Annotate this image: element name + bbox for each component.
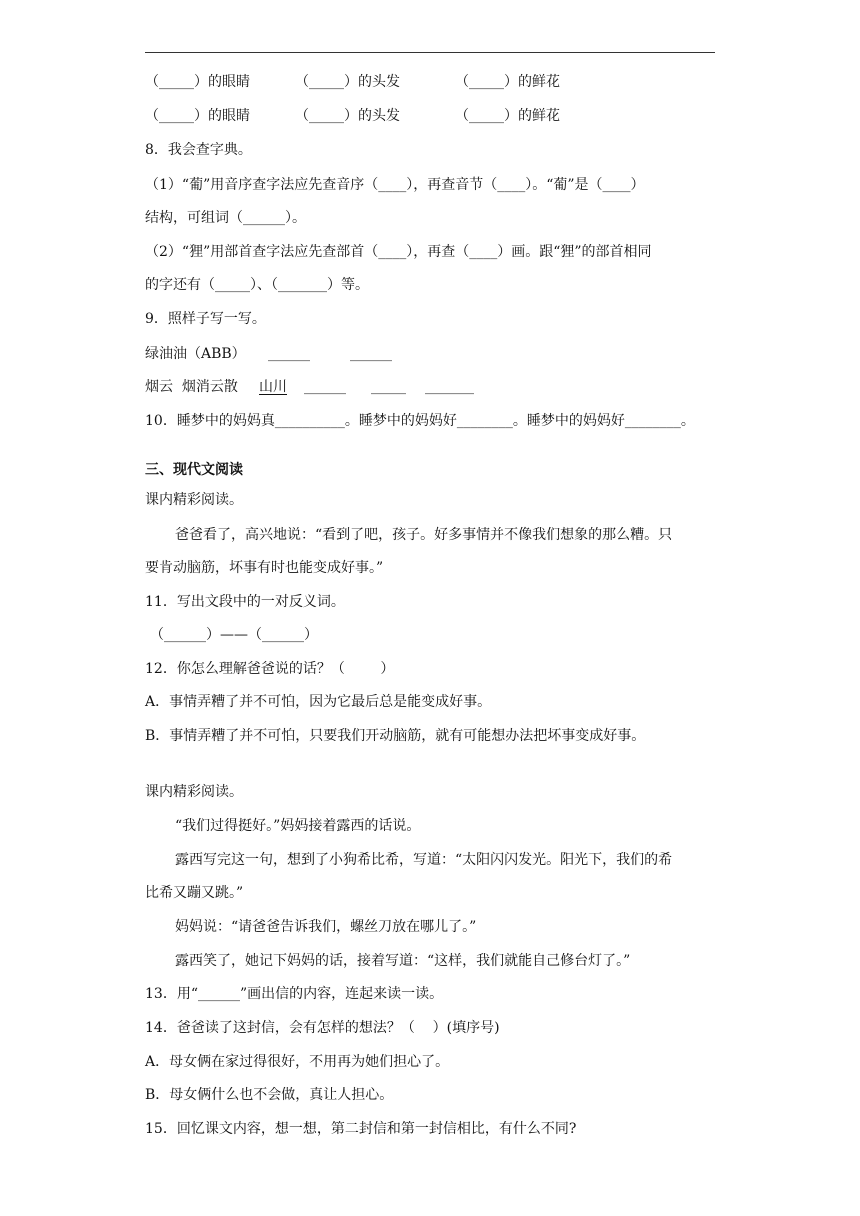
- q8-line-1: （1）“葡”用音序查字法应先查音序（____），再查音节（____）。“葡”是（____）: [145, 177, 645, 193]
- q11: 11．写出文段中的一对反义词。: [145, 594, 345, 610]
- q10: 10．睡梦中的妈妈真__________。睡梦中的妈妈好________。睡梦中的妈妈好________。: [145, 413, 695, 429]
- passage-2-line-2: 露西写完这一句，想到了小狗希比希，写道：“太阳闪闪发光。阳光下，我们的希: [175, 852, 673, 868]
- q7-row-2-col-2: （_____）的头发: [295, 108, 400, 124]
- q9-idiom-blank-3: _______: [425, 379, 474, 395]
- q11-blanks: （______）——（______）: [150, 627, 318, 643]
- q15: 15．回忆课文内容，想一想，第二封信和第一封信相比，有什么不同?: [145, 1121, 577, 1137]
- q12-option-a: A．事情弄糟了并不可怕，因为它最后总是能变成好事。: [145, 694, 492, 710]
- q8-line-4: 的字还有（_____）、（_______）等。: [145, 277, 369, 293]
- passage-2-line-5: 露西笑了，她记下妈妈的话，接着写道：“这样，我们就能自己修台灯了。”: [175, 953, 631, 969]
- q9-idiom-label: 烟云 烟消云散: [145, 379, 238, 395]
- passage-2-line-4: 妈妈说：“请爸爸告诉我们，螺丝刀放在哪儿了。”: [175, 919, 477, 935]
- q9-abb-blank-1: ______: [268, 346, 310, 362]
- passage-2-line-1: “我们过得挺好。”妈妈接着露西的话说。: [175, 818, 421, 834]
- passage-2-line-3: 比希又蹦又跳。”: [145, 885, 244, 901]
- passage-1-line-1: 爸爸看了，高兴地说：“看到了吧，孩子。好多事情并不像我们想象的那么糟。只: [175, 527, 673, 543]
- q9-idiom-blank-1: ______: [304, 379, 346, 395]
- q8-title: 8．我会查字典。: [145, 142, 252, 158]
- q9-abb-label: 绿油油（ABB）: [145, 346, 246, 362]
- q8-line-2: 结构，可组词（______）。: [145, 210, 306, 226]
- reading-intro-1: 课内精彩阅读。: [145, 492, 243, 508]
- q7-row-1-col-1: （_____）的眼睛: [145, 74, 250, 90]
- q7-row-1-col-3: （_____）的鲜花: [455, 74, 560, 90]
- section-heading: 三、现代文阅读: [145, 462, 243, 478]
- q7-row-1-col-2: （_____）的头发: [295, 74, 400, 90]
- q14-option-a: A．母女俩在家过得很好，不用再为她们担心了。: [145, 1054, 450, 1070]
- q14: 14．爸爸读了这封信，会有怎样的想法？（ ）(填序号): [145, 1020, 500, 1036]
- q13: 13．用“______”画出信的内容，连起来读一读。: [145, 986, 444, 1002]
- q7-row-2-col-3: （_____）的鲜花: [455, 108, 560, 124]
- reading-intro-2: 课内精彩阅读。: [145, 784, 243, 800]
- q8-line-3: （2）“狸”用部首查字法应先查部首（____），再查（____）画。跟“狸”的部首相同: [145, 244, 652, 260]
- q9-abb-blank-2: ______: [350, 346, 392, 362]
- q9-title: 9．照样子写一写。: [145, 311, 266, 327]
- q12-option-b: B．事情弄糟了并不可怕，只要我们开动脑筋，就有可能想办法把坏事变成好事。: [145, 728, 646, 744]
- q12: 12．你怎么理解爸爸说的话？（ ）: [145, 661, 395, 677]
- passage-1-line-2: 要肯动脑筋，坏事有时也能变成好事。”: [145, 560, 384, 576]
- q9-idiom-blank-2: _____: [371, 379, 406, 395]
- q14-option-b: B．母女俩什么也不会做，真让人担心。: [145, 1087, 394, 1103]
- q7-row-2-col-1: （_____）的眼睛: [145, 108, 250, 124]
- q9-idiom-example: 山川: [259, 379, 287, 395]
- top-rule: [145, 52, 715, 53]
